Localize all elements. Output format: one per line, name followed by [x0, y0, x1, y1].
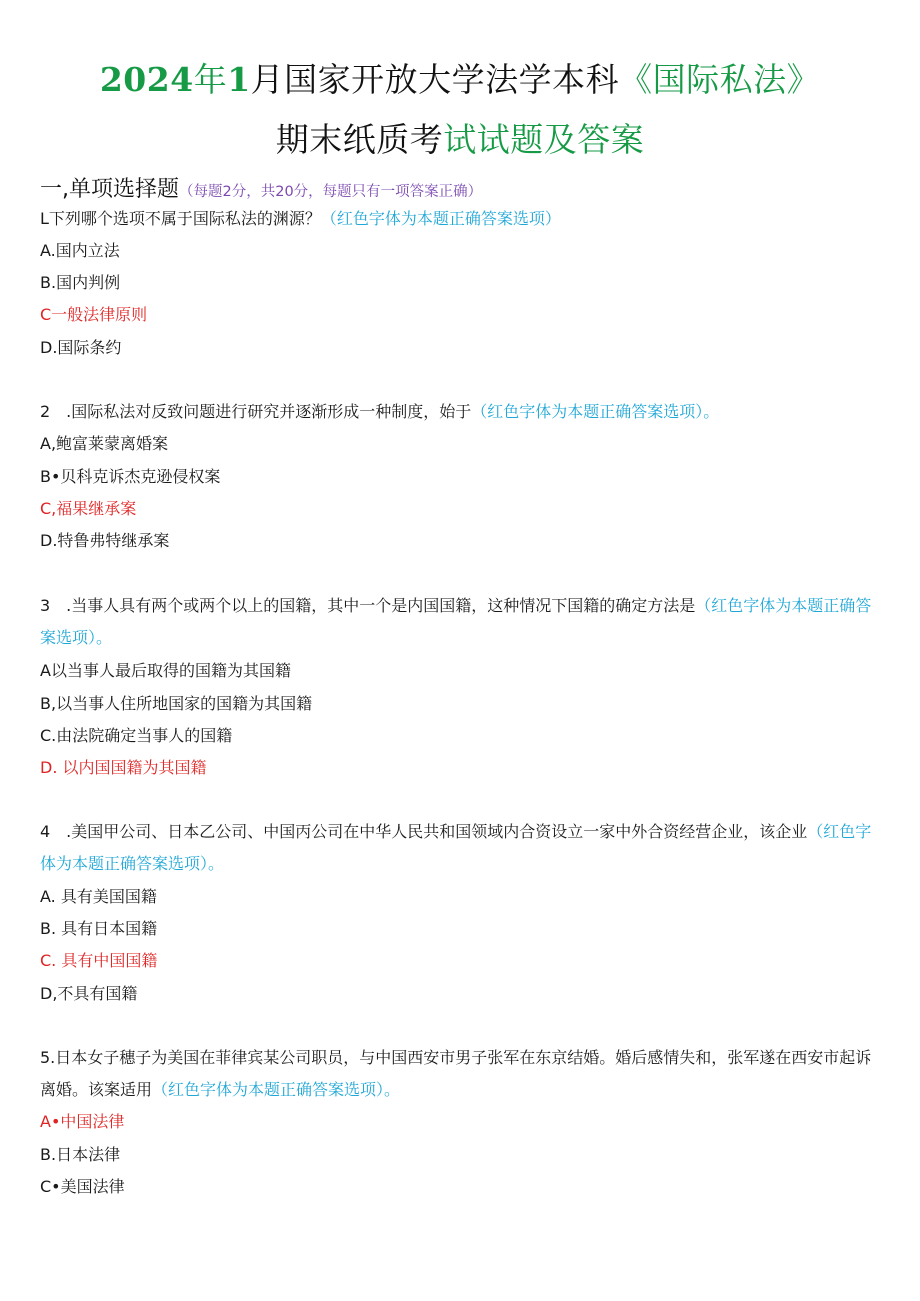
question-stem: [40, 203, 880, 235]
question-5-tail: 。: [384, 1080, 401, 1099]
option-5b: B.日本法律: [40, 1145, 121, 1164]
title-month: 1: [227, 60, 251, 99]
question-stem: [40, 816, 880, 880]
option-2d: D.特鲁弗特继承案: [40, 531, 170, 550]
option-4b: B. 具有日本国籍: [40, 919, 158, 938]
option-2c-correct: C,福果继承案: [40, 499, 137, 518]
question-2-text: 2 .国际私法对反致问题进行研究并逐渐形成一种制度，始于: [40, 402, 472, 421]
option-5a-correct: A•中国法律: [40, 1112, 125, 1131]
title-exam-suffix: 试试题及答案: [443, 120, 645, 159]
question-1-text: L下列哪个选项不属于国际私法的渊源？: [40, 209, 321, 228]
option-3a: A以当事人最后取得的国籍为其国籍: [40, 661, 291, 680]
answer-hint: （红色字体为本题正确答案选项）: [40, 822, 872, 873]
question-stem: [40, 396, 880, 428]
title-course: 《国际私法》: [619, 60, 821, 99]
question-5-text: 5.日本女子穗子为美国在菲律宾某公司职员，与中国西安市男子张军在东京结婚。婚后感情失和，张军遂在西安市起诉离婚。该案适用: [40, 1048, 872, 1099]
question-3-tail: 。: [96, 628, 113, 647]
option-5c: C•美国法律: [40, 1177, 125, 1196]
option-2a: A,鲍富莱蒙离婚案: [40, 434, 169, 453]
question-2-tail: 。: [703, 402, 720, 421]
answer-hint: （红色字体为本题正确答案选项）: [40, 596, 872, 647]
option-2b: B•贝科克诉杰克逊侵权案: [40, 467, 221, 486]
document-title-line-2: [0, 114, 920, 161]
title-institution: 月国家开放大学法学本科: [250, 60, 620, 99]
option-3c: C.由法院确定当事人的国籍: [40, 726, 233, 745]
answer-hint: （红色字体为本题正确答案选项）: [152, 1080, 385, 1099]
question-4-text: 4 .美国甲公司、日本乙公司、中国丙公司在中华人民共和国领域内合资设立一家中外合资经营企业，该企业: [40, 822, 808, 841]
option-4a: A. 具有美国国籍: [40, 887, 157, 906]
title-year: 2024: [99, 60, 194, 99]
option-1d: D.国际条约: [40, 338, 122, 357]
title-year-suffix: 年: [193, 60, 228, 99]
option-1c-correct: C一般法律原则: [40, 305, 148, 324]
option-1a: A.国内立法: [40, 241, 120, 260]
option-4c-correct: C. 具有中国国籍: [40, 951, 158, 970]
section-note: （每题2分，共20分，每题只有一项答案正确）: [179, 184, 483, 200]
option-3d-correct: D. 以内国国籍为其国籍: [40, 758, 207, 777]
question-3-text: 3 .当事人具有两个或两个以上的国籍，其中一个是内国国籍，这种情况下国籍的确定方法是: [40, 596, 696, 615]
answer-hint: （红色字体为本题正确答案选项）: [471, 402, 704, 421]
option-4d: D,不具有国籍: [40, 984, 138, 1003]
section-title: 一,单项选择题: [40, 177, 179, 202]
question-4-tail: 。: [208, 854, 225, 873]
question-stem: [40, 1042, 880, 1106]
title-exam-type: 期末纸质考: [275, 120, 444, 159]
option-1b: B.国内判例: [40, 273, 121, 292]
option-3b: B,以当事人住所地国家的国籍为其国籍: [40, 694, 313, 713]
document-title-line-1: [0, 54, 920, 101]
question-stem: [40, 590, 880, 654]
answer-hint: （红色字体为本题正确答案选项）: [320, 209, 561, 228]
section-heading: [40, 172, 482, 203]
